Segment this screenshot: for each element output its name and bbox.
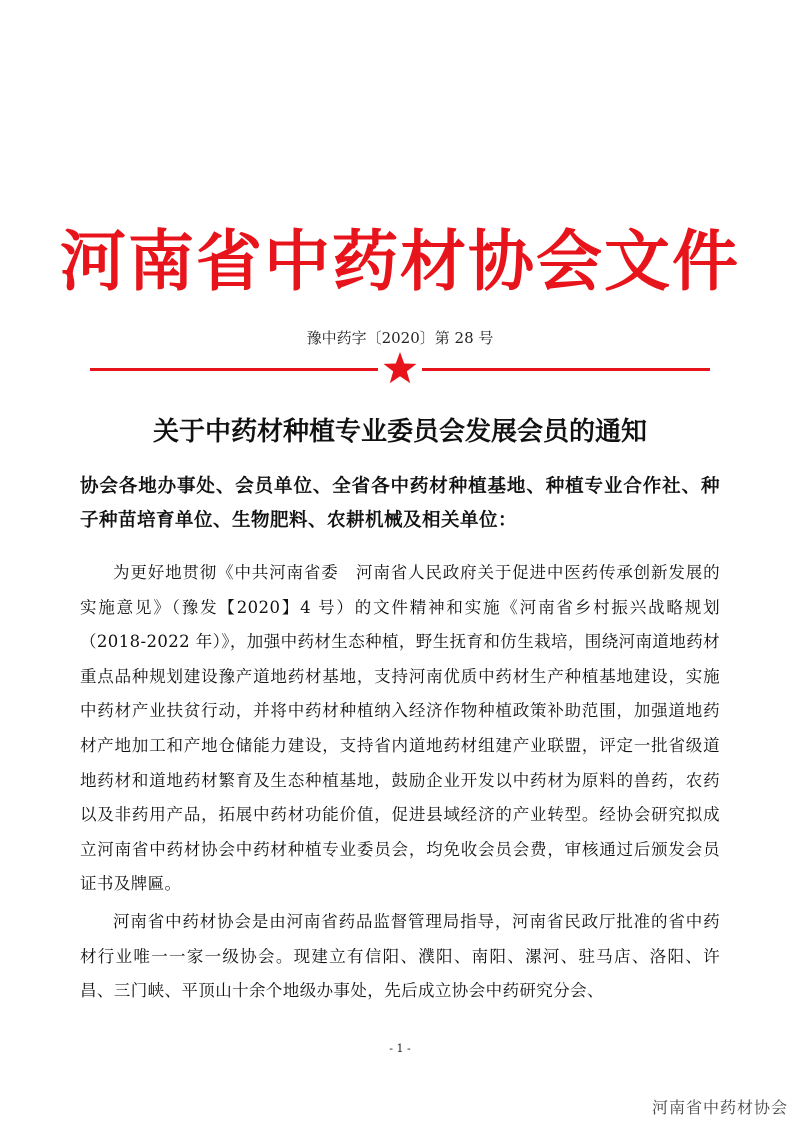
document-number: 豫中药字〔2020〕第 28 号 — [306, 329, 494, 347]
notice-title: 关于中药材种植专业委员会发展会员的通知 — [152, 417, 647, 447]
red-divider-right — [422, 368, 710, 371]
document-header-title: 河南省中药材协会文件 — [60, 223, 740, 300]
page-number: - 1 - — [389, 1042, 411, 1055]
body-paragraph-2: 河南省中药材协会是由河南省药品监督管理局指导，河南省民政厅批准的省中药材行业唯一一家一级协会。现建立有信阳、濮阳、南阳、漯河、驻马店、洛阳、许昌、三门峡、平顶山十余个地级办事处，先后成立协会中药研究分会、 — [80, 911, 720, 1001]
body-paragraph-1: 为更好地贯彻《中共河南省委 河南省人民政府关于促进中医药传承创新发展的实施意见》（豫发【2020】4 号）的文件精神和实施《河南省乡村振兴战略规划（2018-2022 年）》，加强中药材生态种植，野生抚育和仿生栽培，围绕河南道地药材重点品种规划建设豫产道地药材基地，支持河南优质中药材生产种植基地建设，实施中药材产业扶贫行动，并将中药材种植纳入经济作物种植政策补助范围，加强道地药材产地加工和产地仓储能力建设，支持省内道地药材组建产业联盟，评定一批省级道地药材和道地药材繁育及生态种植基地，鼓励企业开发以中药材为原料的兽药，农药以及非药用产品，拓展中药材功能价值，促进县域经济的产业转型。经协会研究拟成立河南省中药材协会中药材种植专业委员会，均免收会员会费，审核通过后颁发会员证书及牌匾。 — [80, 563, 721, 894]
red-divider-left — [90, 368, 378, 371]
watermark-text: 河南省中药材协会 — [651, 1098, 788, 1117]
red-star-icon — [382, 350, 418, 386]
body-content — [80, 556, 720, 1012]
recipients-line: 协会各地办事处、会员单位、全省各中药材种植基地、种植专业合作社、种子种苗培育单位、生物肥料、农耕机械及相关单位： — [80, 476, 720, 531]
